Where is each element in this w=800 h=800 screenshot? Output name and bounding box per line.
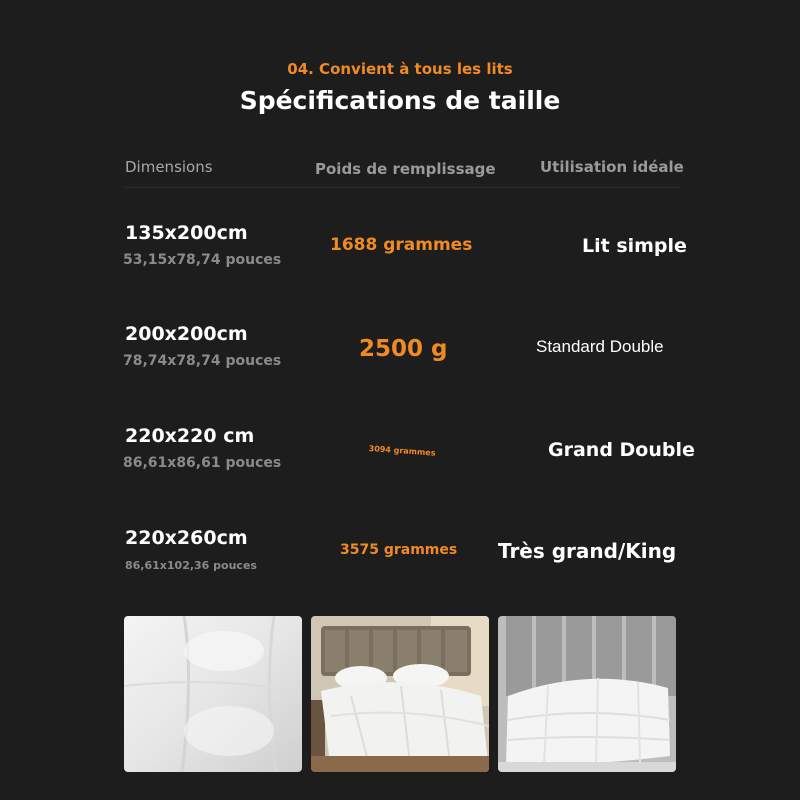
ideal-usage: Grand Double [548,439,695,461]
column-header-weight: Poids de remplissage [315,160,496,178]
table-row [0,222,800,302]
subtitle: 04. Convient à tous les lits [287,60,513,78]
column-header-usage: Utilisation idéale [540,158,684,176]
ideal-usage: Lit simple [582,235,687,257]
table-row [0,425,800,505]
header-divider [125,187,680,188]
fill-weight: 1688 grammes [330,235,473,255]
dimension-cm: 200x200cm [125,323,248,345]
dimension-inches: 86,61x86,61 pouces [123,455,282,471]
ideal-usage: Très grand/King [498,539,677,563]
dimension-inches: 78,74x78,74 pouces [123,353,282,369]
ideal-usage: Standard Double [536,337,664,356]
bedroom-duvet-image [311,616,489,772]
table-row [0,527,800,607]
dimension-inches: 86,61x102,36 pouces [125,559,257,572]
dimension-cm: 135x200cm [125,222,248,244]
table-row [0,323,800,403]
page-title: Spécifications de taille [239,86,561,115]
fill-weight: 2500 g [359,336,448,362]
dimension-cm: 220x260cm [125,527,248,549]
column-header-dimensions: Dimensions [125,158,213,176]
dimension-cm: 220x220 cm [125,425,255,447]
duvet-closeup-image [124,616,302,772]
fill-weight: 3094 grammes [368,444,436,458]
product-photos [0,616,800,776]
folded-duvet-image [498,616,676,772]
dimension-inches: 53,15x78,74 pouces [123,252,282,268]
fill-weight: 3575 grammes [340,542,458,558]
